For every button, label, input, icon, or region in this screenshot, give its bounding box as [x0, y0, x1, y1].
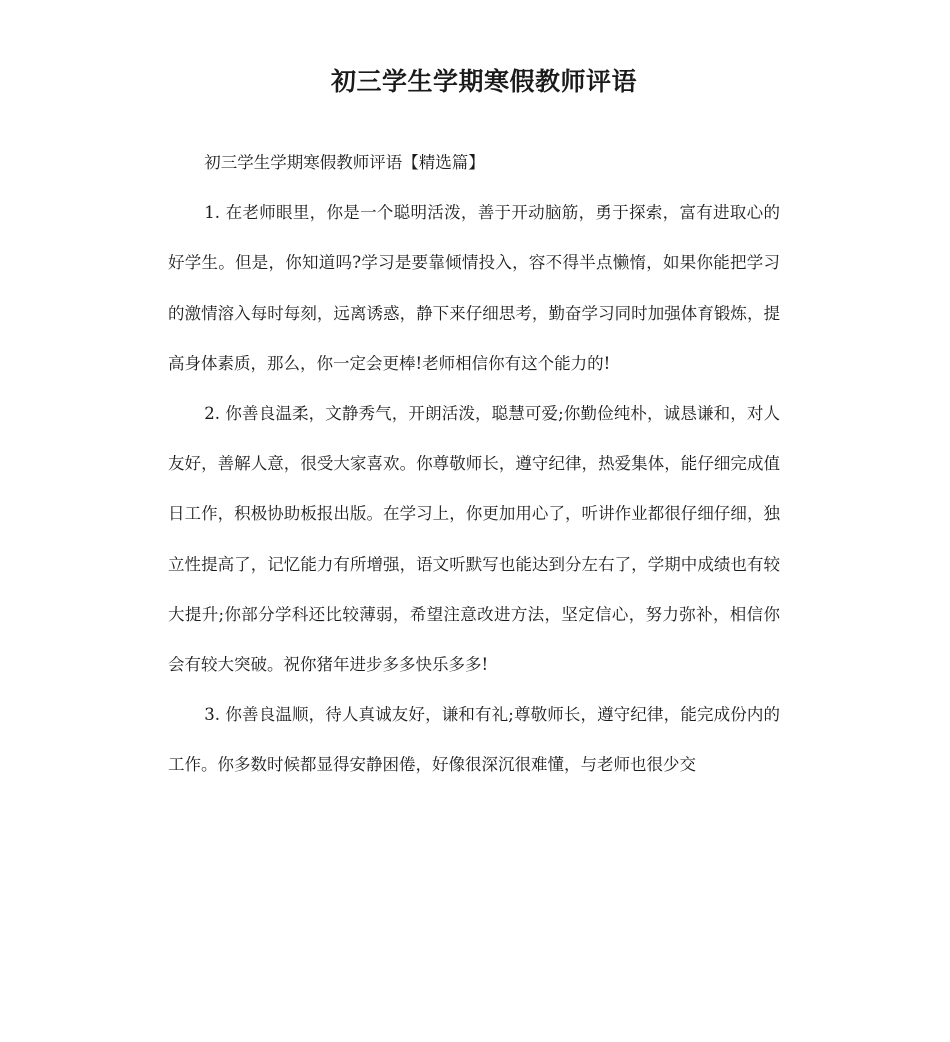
document-subtitle: 初三学生学期寒假教师评语【精选篇】	[204, 153, 485, 172]
paragraph-3: 3. 你善良温顺，待人真诚友好，谦和有礼;尊敬师长，遵守纪律，能完成份内的工作。你多数时候都显得安静困倦，好像很深沉很难懂，与老师也很少交	[168, 705, 780, 775]
paragraph-2: 2. 你善良温柔，文静秀气，开朗活泼，聪慧可爱;你勤俭纯朴，诚恳谦和，对人友好，善解人意，很受大家喜欢。你尊敬师长，遵守纪律，热爱集体，能仔细完成值日工作，积极协助板报出版。在学习上，你更加用心了，听讲作业都很仔细仔细，独立性提高了，记忆能力有所增强，语文听默写也能达到分左右了，学期中成绩也有较大提升;你部分学科还比较薄弱，希望注意改进方法，坚定信心，努力弥补，相信你会有较大突破。祝你猪年进步多多快乐多多!	[168, 404, 780, 675]
paragraph-1: 1. 在老师眼里，你是一个聪明活泼，善于开动脑筋，勇于探索，富有进取心的好学生。但是，你知道吗?学习是要靠倾情投入，容不得半点懒惰，如果你能把学习的激情溶入每时每刻，远离诱惑，静下来仔细思考，勤奋学习同时加强体育锻炼，提高身体素质，那么，你一定会更棒!老师相信你有这个能力的!	[168, 203, 780, 373]
document-title: 初三学生学期寒假教师评语	[330, 67, 637, 96]
document-body	[168, 138, 780, 791]
